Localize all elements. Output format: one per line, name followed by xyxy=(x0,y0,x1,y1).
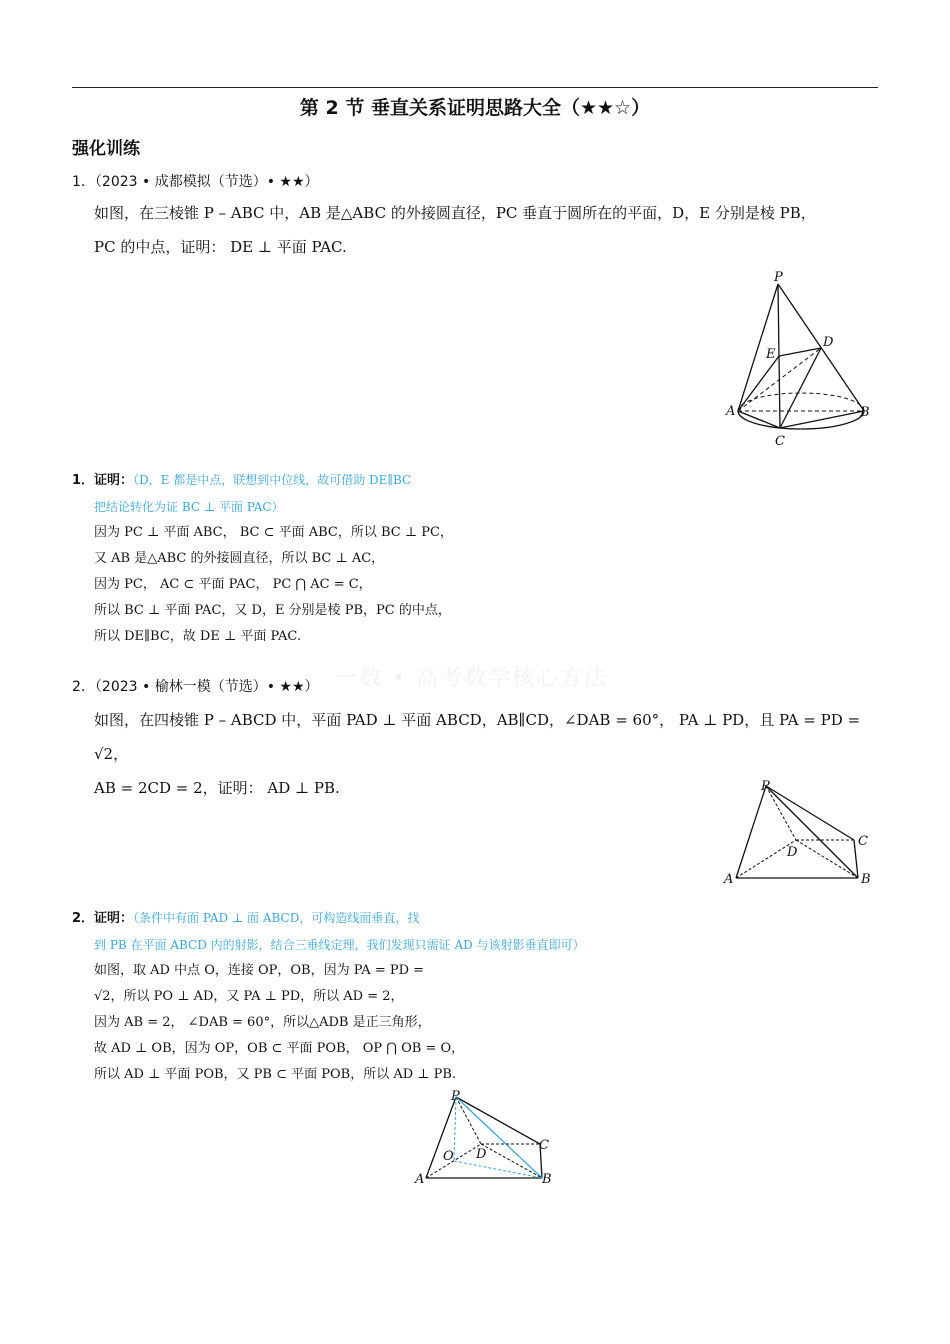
q2-edge-db xyxy=(796,840,858,878)
a1-block xyxy=(72,467,592,650)
q1-edge-cb xyxy=(780,411,864,428)
q2-figure xyxy=(718,776,878,891)
q2-label-a: A xyxy=(724,872,734,887)
a2-hint-2: 到 PB 在平面 ABCD 内的射影，结合三垂线定理，我们发现只需证 AD 与该射影垂直即可） xyxy=(94,938,585,952)
a2-label-o: O xyxy=(443,1149,454,1164)
q1-edge-pb xyxy=(778,284,864,411)
section-heading: 强化训练 xyxy=(72,139,140,159)
q2-label-p: P xyxy=(761,779,770,794)
q1-ellipse-back xyxy=(738,393,864,411)
a2-label-b: B xyxy=(542,1172,552,1187)
q1-figure xyxy=(720,268,880,453)
q2-edge-pd xyxy=(766,786,796,840)
page-title: 第 2 节 垂直关系证明思路大全（★★☆） xyxy=(299,97,651,119)
a2-line-4: 故 AD ⊥ OB，因为 OP，OB ⊂ 平面 POB， OP ⋂ OB = O， xyxy=(94,1041,465,1056)
a2-hint-1: （条件中有面 PAD ⊥ 面 ABCD，可构造线面垂直，找 xyxy=(133,911,420,925)
a1-line-1: 因为 PC ⊥ 平面 ABC， BC ⊂ 平面 ABC，所以 BC ⊥ PC， xyxy=(94,525,453,540)
q1-label-p: P xyxy=(774,270,783,285)
q1-heading: 1．（2023 • 成都模拟（节选）• ★★） xyxy=(72,174,319,190)
q1-ellipse-front xyxy=(738,411,864,429)
a1-label: 1．证明： xyxy=(72,473,134,488)
q2-text-line1: 如图，在四棱锥 P – ABCD 中，平面 PAD ⊥ 平面 ABCD，AB∥CD，∠DAB = 60°， PA ⊥ PD，且 PA = PD = √2， xyxy=(94,711,861,763)
a2-line-3: 因为 AB = 2， ∠DAB = 60°，所以△ADB 是正三角形， xyxy=(94,1015,431,1030)
a2-label-d: D xyxy=(476,1147,487,1162)
q1-label-a: A xyxy=(726,404,736,419)
q1-edge-ae xyxy=(738,356,779,411)
a2-label-p: P xyxy=(451,1089,460,1104)
a2-label: 2．证明： xyxy=(72,911,134,926)
a1-line-2: 又 AB 是△ABC 的外接圆直径，所以 BC ⊥ AC， xyxy=(94,551,385,566)
a2-edge-ob xyxy=(454,1161,542,1178)
q1-text-line1: 如图，在三棱锥 P – ABC 中，AB 是△ABC 的外接圆直径，PC 垂直于圆所在的平面，D，E 分别是棱 PB， xyxy=(94,204,816,222)
q1-label-d: D xyxy=(823,335,834,350)
q2-edge-pc xyxy=(766,786,854,840)
a2-block xyxy=(72,905,712,1088)
a2-line-1: 如图，取 AD 中点 O，连接 OP，OB，因为 PA = PD = xyxy=(94,963,425,978)
a2-label-c: C xyxy=(539,1138,549,1153)
a1-line-4: 所以 BC ⊥ 平面 PAC，又 D，E 分别是棱 PB，PC 的中点， xyxy=(94,603,451,618)
a1-line-3: 因为 PC， AC ⊂ 平面 PAC， PC ⋂ AC = C， xyxy=(94,577,372,592)
a1-line-5: 所以 DE∥BC，故 DE ⊥ 平面 PAC. xyxy=(94,629,302,644)
a2-edge-po xyxy=(454,1097,456,1161)
q1-text-line2: PC 的中点，证明： DE ⊥ 平面 PAC. xyxy=(94,238,347,256)
q1-label-e: E xyxy=(766,347,776,362)
q2-label-b: B xyxy=(861,872,871,887)
watermark: 一数 • 高考数学核心方法 xyxy=(335,666,608,691)
q2-edge-pa xyxy=(736,786,766,878)
top-rule xyxy=(72,87,878,88)
q1-edge-ed xyxy=(779,348,821,356)
q1-edge-dc xyxy=(780,348,821,428)
a2-line-5: 所以 AD ⊥ 平面 POB，又 PB ⊂ 平面 POB，所以 AD ⊥ PB. xyxy=(94,1067,457,1082)
q2-label-d: D xyxy=(787,845,798,860)
a2-edge-pa xyxy=(426,1097,456,1178)
q2-edge-pb xyxy=(766,786,858,878)
a1-hint-1: （D，E 都是中点，联想到中位线，故可借助 DE∥BC xyxy=(133,473,412,487)
q2-heading: 2．（2023 • 榆林一模（节选）• ★★） xyxy=(72,679,319,695)
a2-figure xyxy=(412,1088,560,1188)
a2-label-a: A xyxy=(415,1172,425,1187)
q2-text-line2: AB = 2CD = 2，证明： AD ⊥ PB. xyxy=(94,779,340,797)
a2-line-2: √2，所以 PO ⊥ AD，又 PA ⊥ PD，所以 AD = 2， xyxy=(94,989,404,1004)
q1-label-b: B xyxy=(860,405,870,420)
q1-label-c: C xyxy=(775,434,785,449)
q2-label-c: C xyxy=(858,834,868,849)
a1-hint-2: 把结论转化为证 BC ⊥ 平面 PAC） xyxy=(94,500,284,514)
q1-text xyxy=(94,196,884,264)
